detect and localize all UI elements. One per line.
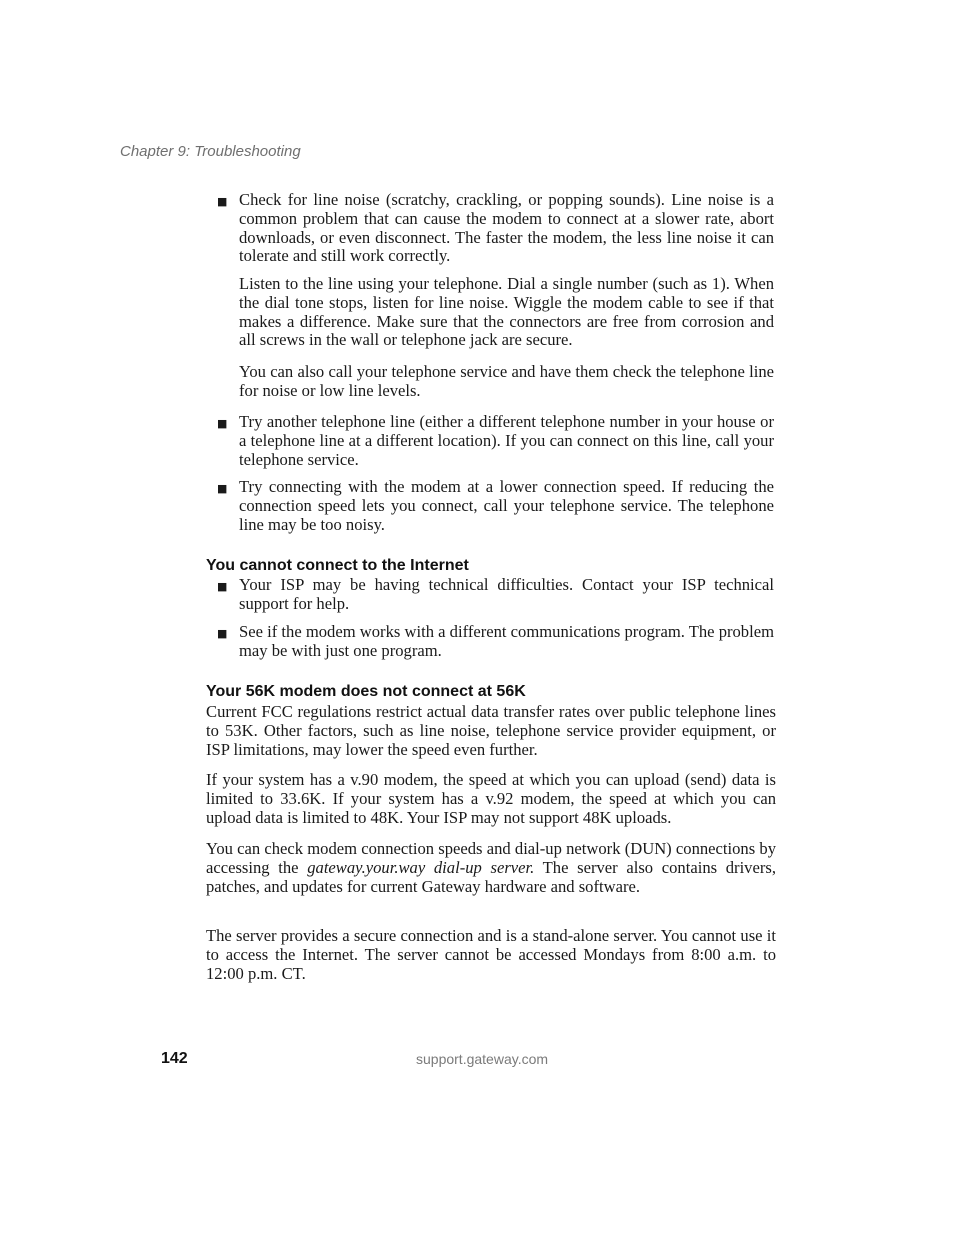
bullet-text: Try connecting with the modem at a lower connection speed. If reducing the connection speed lets you connect, call your telephone service. The telephone line may be too noisy. [239,477,774,534]
paragraph-text: The server also contains drivers, patches, and updates for current Gateway hardware and software. [206,857,776,896]
sub-paragraph: Listen to the line using your telephone. Dial a single number (such as 1). When the dial tone stops, listen for line noise. Wiggle the modem cable to see if that makes a difference. Make sure that the connectors are free from corrosion and all screws in the wall or telephone jack are secure. [239,274,774,350]
footer-url: support.gateway.com [416,1051,549,1067]
bullet-text: Try another telephone line (either a different telephone number in your house or a telephone line at a different location). If you can connect on this line, call your telephone service. [239,412,774,469]
body-paragraph: The server provides a secure connection and is a stand-alone server. You cannot use it to access the Internet. The server cannot be accessed Mondays from 8:00 a.m. to 12:00 p.m. CT. [206,926,776,983]
section-heading: Your 56K modem does not connect at 56K [206,683,526,700]
section-heading: You cannot connect to the Internet [206,557,469,574]
body-paragraph [206,840,776,896]
bullet-text: Your ISP may be having technical difficulties. Contact your ISP technical support for help. [239,575,774,613]
bullet-marker: ■ [217,482,228,495]
body-paragraph: Current FCC regulations restrict actual data transfer rates over public telephone lines to 53K. Other factors, such as line noise, telephone service provider equipment, or ISP limitations, may lower the speed even further. [206,702,776,759]
page-number: 142 [161,1050,188,1067]
server-name: gateway.your.way dial-up server. [307,857,535,877]
bullet-marker: ■ [217,195,228,208]
bullet-text: Check for line noise (scratchy, crackling, or popping sounds). Line noise is a common problem that can cause the modem to connect at a slower rate, abort downloads, or even disconnect. The faster the modem, the less line noise it can tolerate and still work correctly. [239,190,774,266]
body-paragraph: If your system has a v.90 modem, the speed at which you can upload (send) data is limited to 33.6K. If your system has a v.92 modem, the speed at which you can upload data is limited to 48K. Your ISP may not support 48K uploads. [206,770,776,827]
chapter-header: Chapter 9: Troubleshooting [120,143,301,160]
bullet-marker: ■ [217,627,228,640]
sub-paragraph: You can also call your telephone service and have them check the telephone line for noise or low line levels. [239,362,774,400]
bullet-marker: ■ [217,580,228,593]
bullet-marker: ■ [217,417,228,430]
paragraph-text: You can check modem connection speeds and dial-up network (DUN) connections by accessing the [206,839,776,877]
bullet-text: See if the modem works with a different communications program. The problem may be with just one program. [239,622,774,660]
